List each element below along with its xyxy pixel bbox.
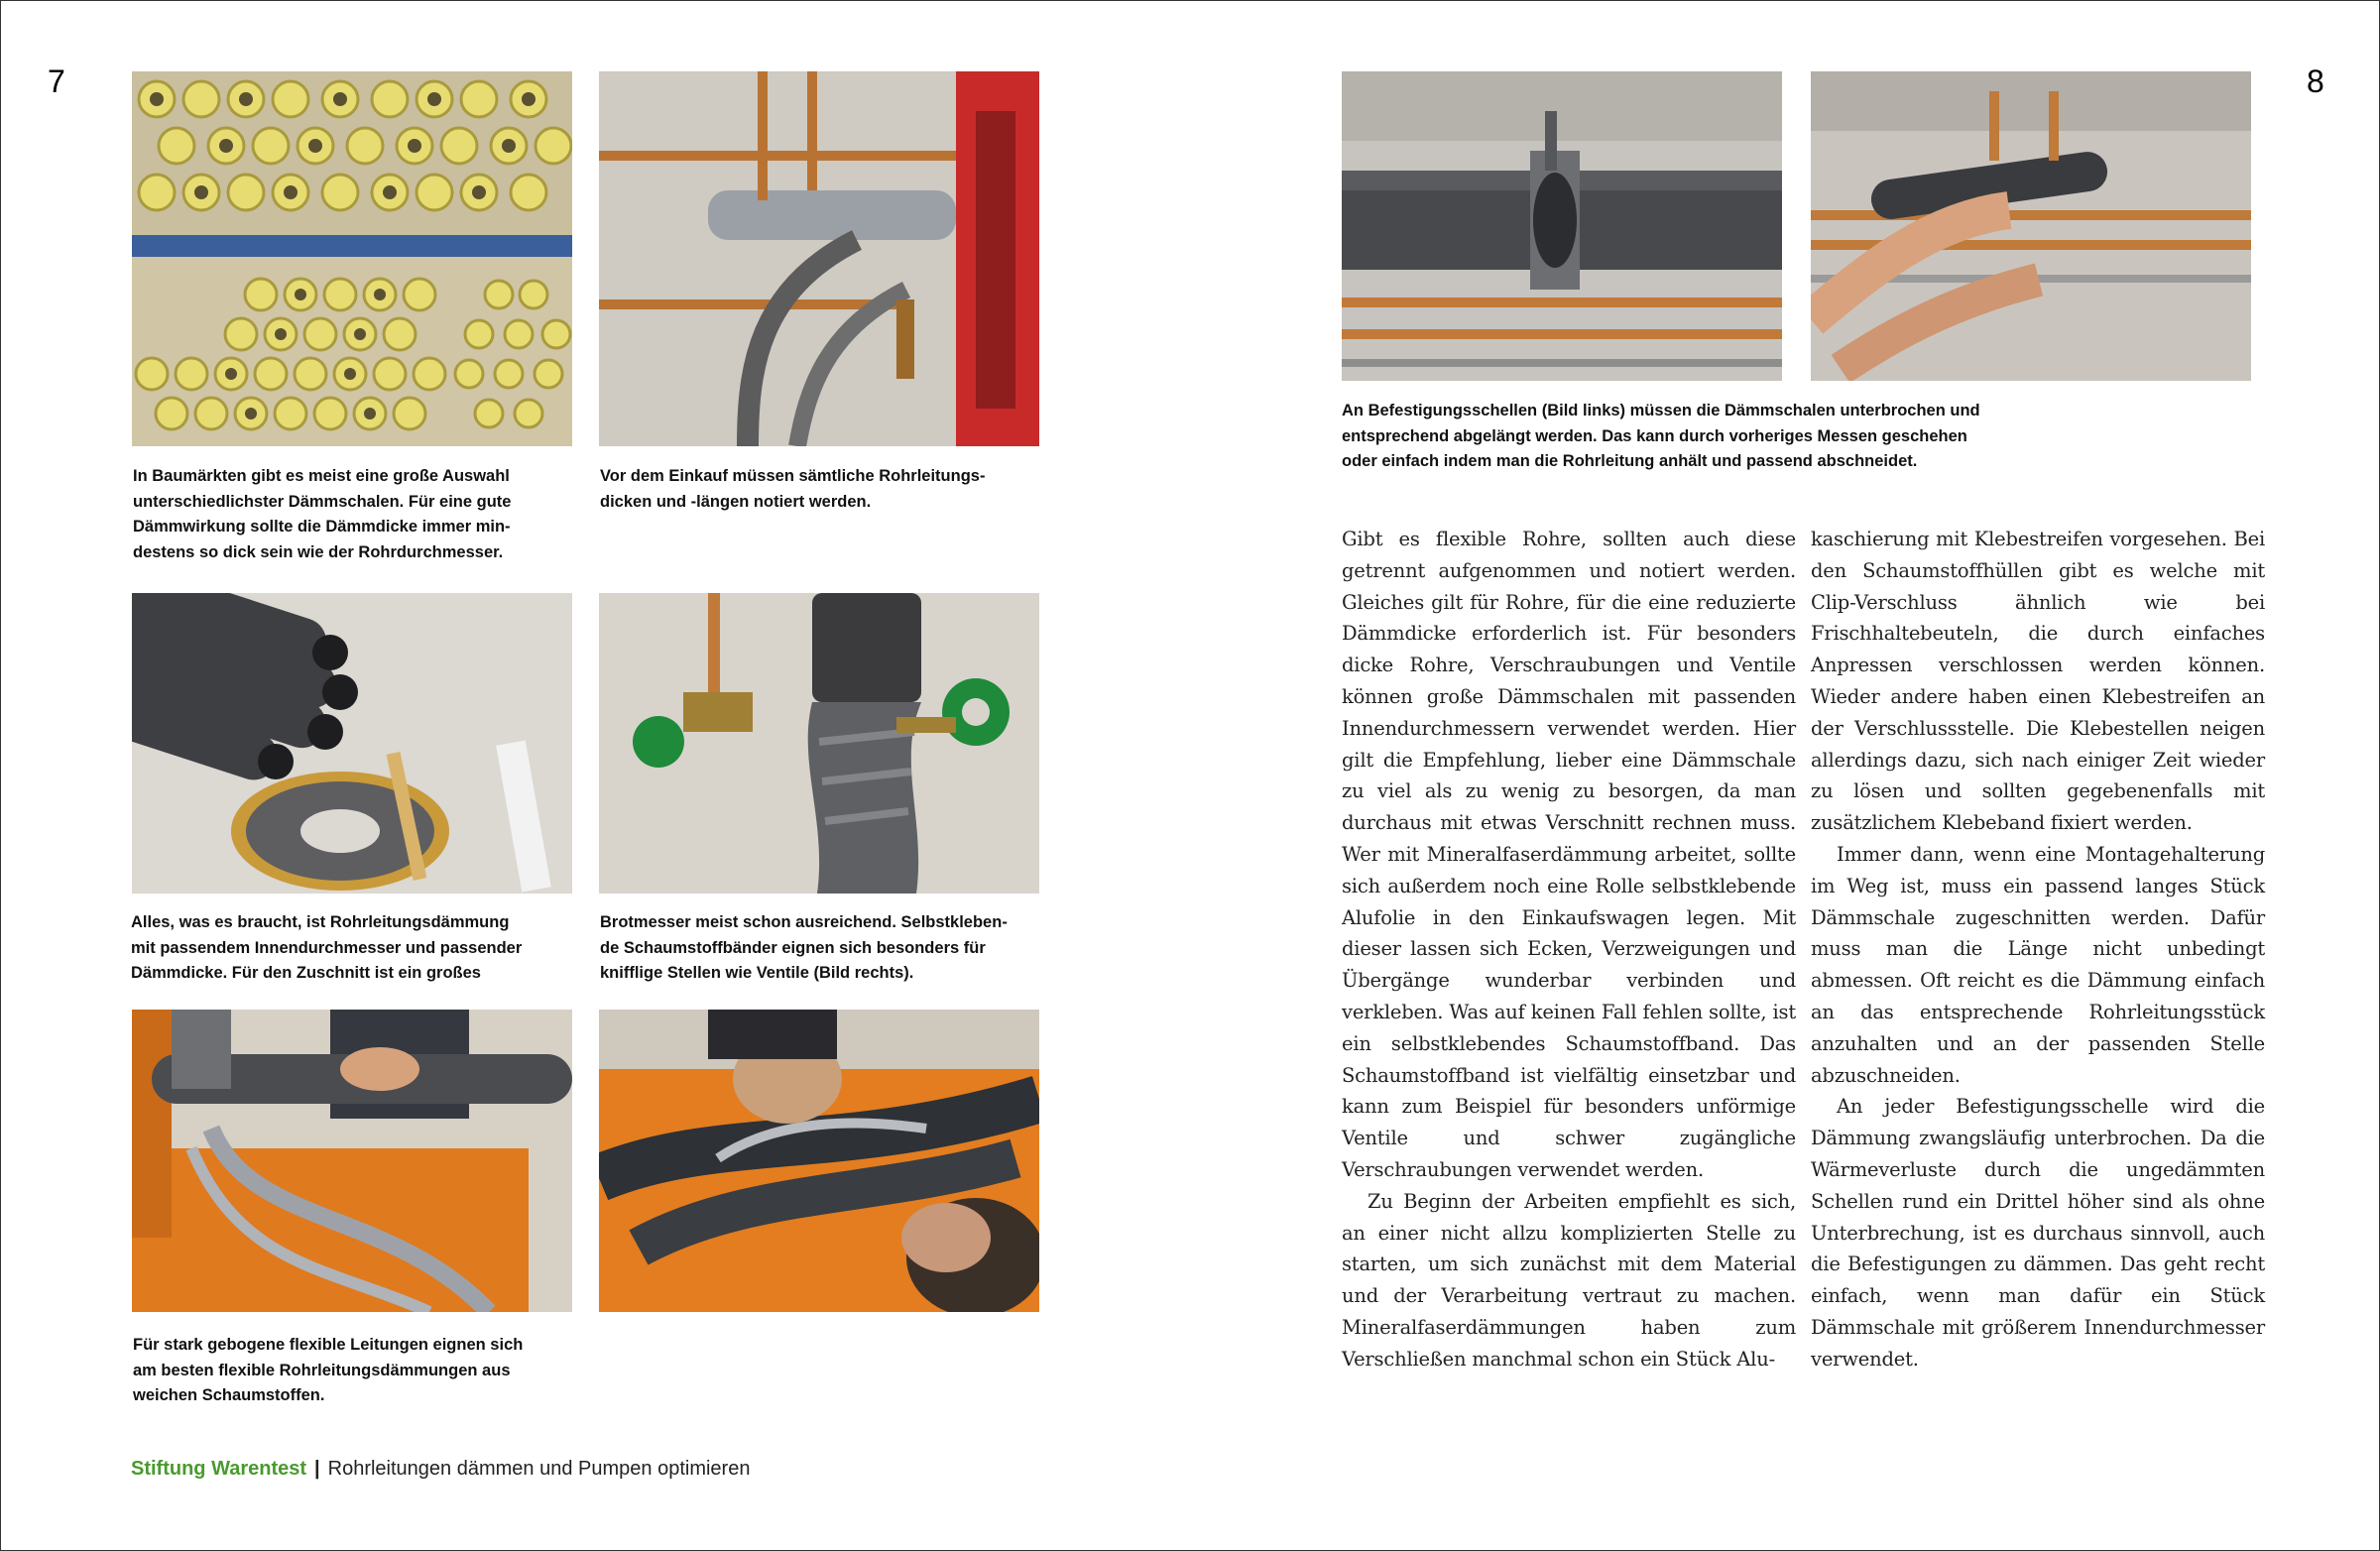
bent-pipe-insulating-photo — [599, 1010, 1039, 1312]
flexible-pipe-insulating-photo — [132, 1010, 572, 1312]
caption-line: destens so dick sein wie der Rohrdurchmesser. — [133, 542, 504, 561]
caption-line: knifflige Stellen wie Ventile (Bild rechts). — [600, 964, 914, 982]
caption-valve-tape — [600, 910, 1008, 987]
footer-brand: Stiftung Warentest — [131, 1458, 307, 1480]
valve-foam-tape-photo — [599, 593, 1039, 894]
caption-line: An Befestigungsschellen (Bild links) müssen die Dämmschalen unterbrochen und — [1342, 402, 1980, 419]
caption-line: Brotmesser meist schon ausreichend. Selbstkleben- — [600, 913, 1008, 931]
body-paragraph: Zu Beginn der Arbeiten empfiehlt es sich, an einer nicht allzu komplizierten Stelle zu starten, um sich zunächst mit dem Material und der Verarbeitung vertraut zu machen. Mineralfaserdämmungen haben zum Verschließen manchmal schon ein Stück Alu- — [1342, 1189, 1796, 1371]
caption-line: weichen Schaumstoffen. — [133, 1386, 325, 1404]
caption-line: Für stark gebogene flexible Leitungen eignen sich — [133, 1336, 524, 1354]
caption-line: Dämmdicke. Für den Zuschnitt ist ein großes — [131, 964, 481, 982]
caption-line: dicken und -längen notiert werden. — [600, 492, 872, 511]
foam-tubes-tools-photo — [132, 593, 572, 894]
body-column-1 — [1342, 524, 1796, 1375]
caption-insulation-shelves — [133, 464, 511, 565]
caption-line: am besten flexible Rohrleitungsdämmungen aus — [133, 1361, 511, 1379]
caption-line: Alles, was es braucht, ist Rohrleitungsdämmung — [131, 913, 510, 931]
body-paragraph: An jeder Befestigungsschelle wird die Dämmung zwangsläufig unterbrochen. Da die Wärmeverluste durch die ungedämmten Schellen rund ein Drittel höher sind als ohne Unterbrechung, ist es durchaus sinnvoll, auch die Befestigungen zu dämmen. Das geht recht einfach, wenn man dafür ein Stück Dämmschale mit größerem Innendurchmesser verwendet. — [1811, 1095, 2265, 1371]
body-paragraph: Immer dann, wenn eine Montagehalterung im Weg ist, muss ein passend langes Stück Dämmschale zugeschnitten werden. Dafür muss man die Länge nicht unbedingt abmessen. Oft reicht es die Dämmung einfach an das entsprechende Rohrleitungsstück anzuhalten und an der passenden Stelle abzuschneiden. — [1811, 842, 2265, 1087]
caption-line: Dämmwirkung sollte die Dämmdicke immer min- — [133, 518, 511, 536]
body-paragraph: kaschierung mit Klebestreifen vorgesehen. Bei den Schaumstoffhüllen gibt es welche mit Clip-Verschluss ähnlich wie bei Frischhaltebeuteln, die durch einfaches Anpressen verschlossen werden können. Wieder andere haben einen Klebestreifen an der Verschlussstelle. Die Klebestellen neigen allerdings dazu, sich nach einiger Zeit wieder zu lösen und sollten gegebenenfalls mit zusätzlichem Klebeband fixiert werden. — [1811, 528, 2265, 835]
caption-line: unterschiedlichster Dämmschalen. Für eine gute — [133, 492, 512, 511]
ceiling-pipe-insulating-photo — [1811, 71, 2251, 381]
caption-flexible-pipes — [133, 1333, 523, 1409]
caption-line: entsprechend abgelängt werden. Das kann durch vorheriges Messen geschehen — [1342, 426, 1967, 445]
caption-line: In Baumärkten gibt es meist eine große Auswahl — [133, 467, 510, 485]
insulation-shelves-photo — [132, 71, 572, 446]
caption-line: mit passendem Innendurchmesser und passender — [131, 938, 523, 957]
page-footer — [131, 1458, 750, 1481]
page-number-right: 8 — [2307, 63, 2324, 99]
caption-line: Vor dem Einkauf müssen sämtliche Rohrleitungs- — [600, 467, 986, 485]
caption-pipe-clamp — [1342, 399, 1980, 475]
page-number-left: 7 — [48, 63, 65, 99]
footer-title: Rohrleitungen dämmen und Pumpen optimieren — [327, 1458, 751, 1480]
body-paragraph: Gibt es flexible Rohre, sollten auch diese getrennt aufgenommen und notiert werden. Gleiches gilt für Rohre, für die eine reduzierte Dämmdicke erforderlich ist. Für besonders dicke Rohre, Verschraubungen und Ventile können große Dämmschalen mit passenden Innendurchmessern verwendet werden. Hier gilt die Empfehlung, lieber eine Dämmschale zu viel als zu wenig zu besorgen, da man durchaus mit etwas Verschnitt rechnen muss. Wer mit Mineralfaserdämmung arbeitet, sollte sich außerdem noch eine Rolle selbstklebende Alufolie in den Einkaufswagen legen. Mit dieser lassen sich Ecken, Verzweigungen und Übergänge wunderbar verbinden und verkleben. Was auf keinen Fall fehlen sollte, ist ein selbstklebendes Schaumstoffband. Das Schaumstoffband ist vielfältig einsetzbar und kann zum Beispiel für besonders unförmige Ventile und schwer zugängliche Verschraubungen verwendet werden. — [1342, 528, 1796, 1181]
caption-foam-tubes — [131, 910, 522, 987]
copper-pipes-boiler-photo — [599, 71, 1039, 446]
pipe-clamp-photo — [1342, 71, 1782, 381]
caption-line: de Schaumstoffbänder eignen sich besonders für — [600, 938, 986, 957]
body-column-2 — [1811, 524, 2265, 1375]
caption-copper-pipes — [600, 464, 985, 515]
footer-separator: | — [314, 1458, 320, 1480]
caption-line: oder einfach indem man die Rohrleitung anhält und passend abschneidet. — [1342, 452, 1918, 470]
